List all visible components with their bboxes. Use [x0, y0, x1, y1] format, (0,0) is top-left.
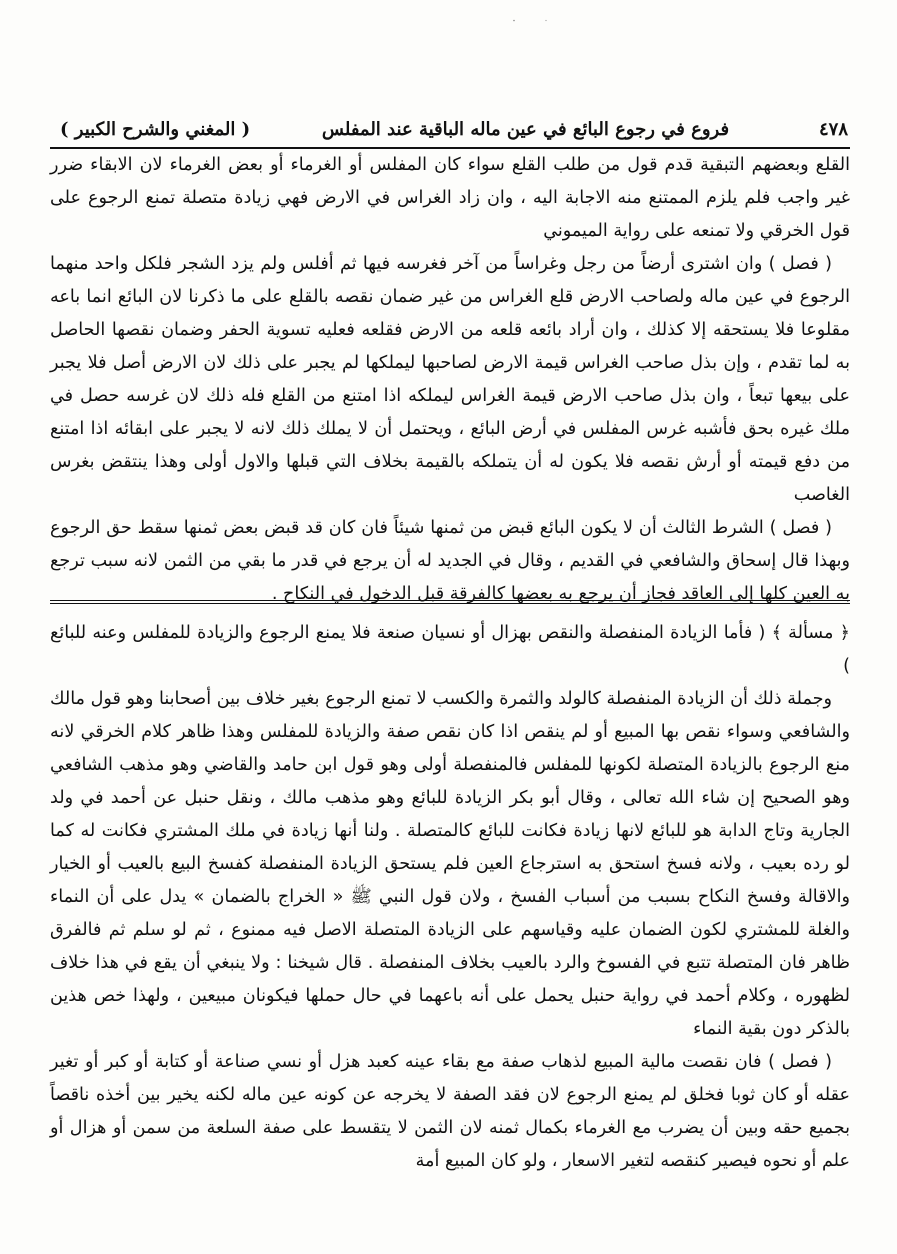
paragraph: ( فصل ) الشرط الثالث أن لا يكون البائع قبض من ثمنها شيئاً فان كان قد قبض بعض ثمنها سقط حق الرجوع وبهذا قال إسحاق والشافعي في القديم ، وقال في الجديد له أن يرجع في قدر ما بقي من الثمن لانه سبب ترجع به العين كلها إلى العاقد فجاز أن يرجع به بعضها كالفرقة قبل الدخول في النكاح . — [50, 518, 850, 604]
book-title: ( المغني والشرح الكبير ) — [60, 118, 251, 140]
scan-specks — [512, 19, 548, 22]
header-title: فروع في رجوع البائع في عين ماله الباقية عند المفلس — [321, 118, 730, 140]
paragraph: ﴿ مسألة ﴾ ( فأما الزيادة المنفصلة والنقص بهزال أو نسيان صنعة فلا يمنع الرجوع والزيادة للمفلس وعنه للبائع ) — [50, 623, 850, 676]
paragraph: ( فصل ) وان اشترى أرضاً من رجل وغراساً من آخر فغرسه فيها ثم أفلس ولم يزد الشجر فلكل واحد منهما الرجوع في عين ماله ولصاحب الارض قلع الغراس من غير ضمان نقصه بالقلع على ما ذكرنا لان البائع انما باعه مقلوعا فلا يستحقه إلا كذلك ، وان أراد بائعه قلعه من الارض فقلعه فعليه تسوية الحفر وضمان نقصها الحاصل به لما تقدم ، وإن بذل صاحب الغراس قيمة الارض لصاحبها ليملكها لم يجبر على ذلك لان الارض أصل فلا يجبر على بيعها تبعاً ، وان بذل صاحب الارض قيمة الغراس ليملكه اذا امتنع من القلع فله ذلك لان غرسه حصل في ملك غيره بحق فأشبه غرس المفلس في أرض البائع ، ويحتمل أن لا يملك ذلك لانه لا يجبر على ابقائه اذا امتنع من دفع قيمته أو أرش نقصه فلا يكون له أن يتملكه بالقيمة بخلاف التي قبلها والاول أولى وهذا ينتقض بغرس الغاصب — [50, 254, 850, 505]
section-divider — [50, 600, 850, 601]
paragraph: القلع وبعضهم التبقية قدم قول من طلب القلع سواء كان المفلس أو الغرماء أو بعض الغرماء لان الابقاء ضرر غير واجب فلم يلزم الممتنع منه الاجابة اليه ، وان زاد الغراس في الارض فهي زيادة متصلة تمنع الرجوع على قول الخرقي ولا تمنعه على رواية الميموني — [50, 155, 850, 241]
paragraph: ( فصل ) فان نقصت مالية المبيع لذهاب صفة مع بقاء عينه كعبد هزل أو نسي صناعة أو كتابة أو كبر أو تغير عقله أو كان ثوبا فخلق لم يمنع الرجوع لان فقد الصفة لا يخرجه عن كونه عين ماله لكنه يخير بين أخذه ناقصاً بجميع حقه وبين أن يضرب مع الغرماء بكمال ثمنه لان الثمن لا يتقسط على صفة السلعة من سمن أو هزال أو علم أو نحوه فيصير كنقصه لتغير الاسعار ، ولو كان المبيع أمة — [50, 1052, 850, 1171]
section-divider-lower-line — [50, 603, 850, 604]
running-header — [60, 112, 848, 146]
text-block-lower — [50, 617, 850, 1178]
text-block-upper — [50, 149, 850, 611]
page-number: ٤٧٨ — [818, 118, 848, 140]
paragraph: وجملة ذلك أن الزيادة المنفصلة كالولد والثمرة والكسب لا تمنع الرجوع بغير خلاف بين أصحابنا وهو قول مالك والشافعي وسواء نقص بها المبيع أو لم ينقص اذا كان نقص صفة والزيادة للمفلس وهذا ظاهر كلام الخرقي لانه منع الرجوع بالزيادة المتصلة لكونها للمفلس فالمنفصلة أولى وهو قول ابن حامد والقاضي وهو مذهب الشافعي وهو الصحيح إن شاء الله تعالى ، وقال أبو بكر الزيادة للبائع وهو مذهب مالك ، ونقل حنبل عن أحمد في ولد الجارية وتاج الدابة هو للبائع لانها زيادة فكانت للبائع كالمتصلة . ولنا أنها زيادة في ملك المشتري فكانت له كما لو رده بعيب ، ولانه فسخ استحق به استرجاع العين فلم يستحق الزيادة المنفصلة كفسخ البيع بالعيب أو الخيار والاقالة وفسخ النكاح بسبب من أسباب الفسخ ، ولان قول النبي ﷺ « الخراج بالضمان » يدل على أن النماء والغلة للمشتري لكون الضمان عليه وقياسهم على الزيادة المتصلة الاصل فيه ممنوع ، ثم لو سلم ثم فالفرق ظاهر فان المتصلة تتبع في الفسوخ والرد بالعيب بخلاف المنفصلة . قال شيخنا : ولا ينبغي أن يقع في هذا خلاف لظهوره ، وكلام أحمد في رواية حنبل يحمل على أنه باعهما في حال حملها فيكونان مبيعين ، ولهذا خص هذين بالذكر دون بقية النماء — [50, 689, 850, 1039]
